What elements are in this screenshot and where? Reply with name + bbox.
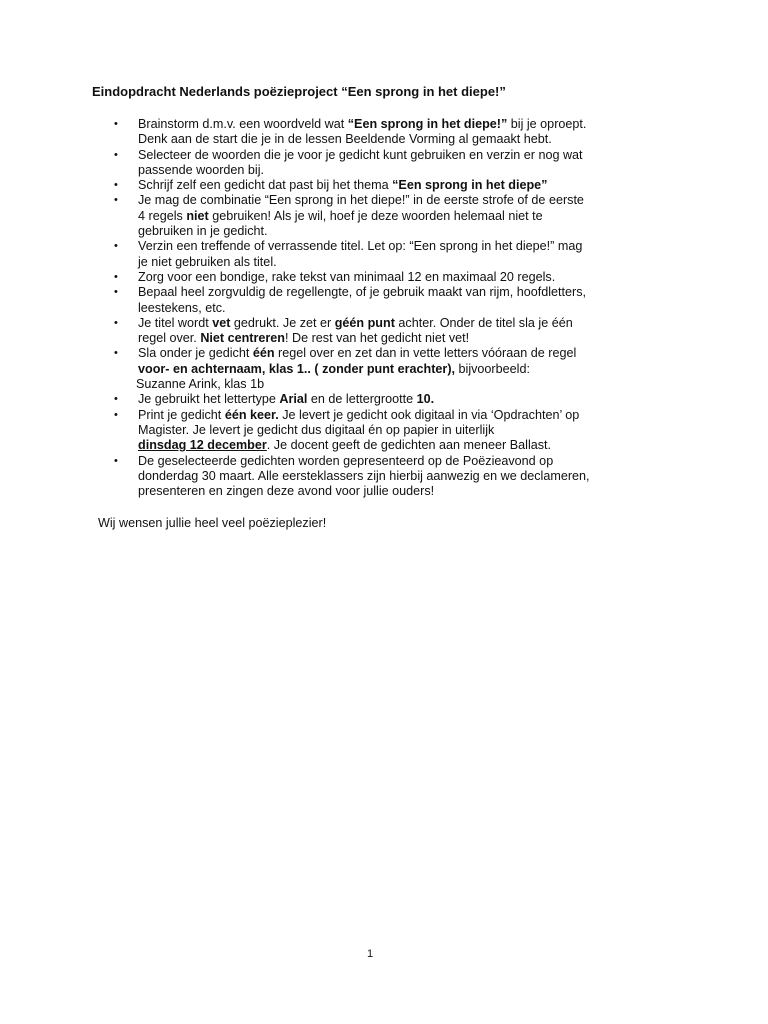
- bold-text: één keer.: [224, 407, 279, 422]
- bullet-icon: •: [114, 194, 118, 207]
- bullet-icon: •: [114, 240, 118, 253]
- list-item: [110, 408, 670, 454]
- text-line: gebruiken in je gedicht.: [138, 224, 268, 239]
- document-title: Eindopdracht Nederlands poëzieproject “Een sprong in het diepe!”: [92, 84, 506, 99]
- text-line: voor- en achternaam, klas 1.. ( zonder punt erachter), bijvoorbeeld:: [138, 361, 530, 376]
- list-item: [110, 117, 670, 148]
- bullet-icon: •: [114, 347, 118, 360]
- list-item: [110, 239, 670, 270]
- bold-text: één: [252, 346, 275, 361]
- text-line: Brainstorm d.m.v. een woordveld wat “Een sprong in het diepe!” bij je oproept.: [138, 117, 587, 131]
- bold-text: Arial: [279, 392, 308, 407]
- bold-text: “Een sprong in het diepe!”: [347, 117, 508, 131]
- text-line: Je mag de combinatie “Een sprong in het diepe!” in de eerste strofe of de eerste: [138, 193, 584, 208]
- text-line: passende woorden bij.: [138, 162, 265, 177]
- bold-text: 10.: [416, 392, 435, 407]
- text-line: Magister. Je levert je gedicht dus digitaal én op papier in uiterlijk: [138, 422, 495, 437]
- deadline-date: dinsdag 12 december: [138, 438, 267, 453]
- text-line: leestekens, etc.: [138, 300, 226, 315]
- list-item: [110, 392, 670, 407]
- bold-text: voor- en achternaam, klas 1.. ( zonder punt erachter),: [138, 361, 456, 376]
- bullet-icon: •: [114, 408, 118, 421]
- text-line: Schrijf zelf een gedicht dat past bij het thema “Een sprong in het diepe”: [138, 178, 548, 193]
- list-item: [110, 346, 670, 392]
- bold-text: “Een sprong in het diepe”: [392, 178, 548, 193]
- text-line: Print je gedicht één keer. Je levert je gedicht ook digitaal in via ‘Opdrachten’ op: [138, 407, 580, 422]
- list-item: [110, 454, 670, 500]
- bold-text: géén punt: [334, 315, 395, 330]
- text-line: donderdag 30 maart. Alle eersteklassers zijn hierbij aanwezig en we declameren,: [138, 468, 590, 483]
- bullet-icon: •: [114, 454, 118, 467]
- text-line: Verzin een treffende of verrassende titel. Let op: “Een sprong in het diepe!” mag: [138, 239, 583, 254]
- text-line: Suzanne Arink, klas 1b: [136, 377, 265, 392]
- list-item: [110, 270, 670, 285]
- text-line: regel over. Niet centreren! De rest van het gedicht niet vet!: [138, 331, 470, 346]
- text-line: Je titel wordt vet gedrukt. Je zet er géén punt achter. Onder de titel sla je één: [138, 315, 573, 330]
- bullet-icon: •: [114, 179, 118, 192]
- text-line: Zorg voor een bondige, rake tekst van minimaal 12 en maximaal 20 regels.: [138, 269, 556, 284]
- bullet-icon: •: [114, 316, 118, 329]
- bullet-icon: •: [114, 393, 118, 406]
- bullet-icon: •: [114, 118, 118, 130]
- bullet-icon: •: [114, 148, 118, 161]
- text-line: Denk aan de start die je in de lessen Beeldende Vorming al gemaakt hebt.: [138, 132, 552, 147]
- bullet-icon: •: [114, 270, 118, 283]
- list-item: [110, 316, 670, 347]
- text-line: presenteren en zingen deze avond voor jullie ouders!: [138, 484, 435, 499]
- instruction-list: [110, 117, 670, 499]
- list-item: [110, 178, 670, 193]
- bold-text: niet: [186, 208, 209, 223]
- list-item: [110, 285, 670, 316]
- page-number: 1: [366, 948, 374, 960]
- text-line: je niet gebruiken als titel.: [138, 254, 277, 269]
- text-line: Je gebruikt het lettertype Arial en de lettergrootte 10.: [138, 392, 435, 407]
- text-line: Bepaal heel zorgvuldig de regellengte, of je gebruik maakt van rijm, hoofdletters,: [138, 285, 587, 300]
- closing-line: Wij wensen jullie heel veel poëzieplezier!: [98, 516, 327, 530]
- text-line: Selecteer de woorden die je voor je gedicht kunt gebruiken en verzin er nog wat: [138, 147, 583, 162]
- bold-text: Niet centreren: [200, 331, 286, 346]
- text-line: dinsdag 12 december. Je docent geeft de gedichten aan meneer Ballast.: [138, 438, 552, 453]
- text-line: De geselecteerde gedichten worden gepresenteerd op de Poëzieavond op: [138, 453, 554, 468]
- list-item: [110, 148, 670, 179]
- text-line: 4 regels niet gebruiken! Als je wil, hoef je deze woorden helemaal niet te: [138, 208, 543, 223]
- bullet-icon: •: [114, 286, 118, 299]
- text-line: Sla onder je gedicht één regel over en zet dan in vette letters vóóraan de regel: [138, 346, 577, 361]
- list-item: [110, 193, 670, 239]
- bold-text: vet: [212, 315, 231, 330]
